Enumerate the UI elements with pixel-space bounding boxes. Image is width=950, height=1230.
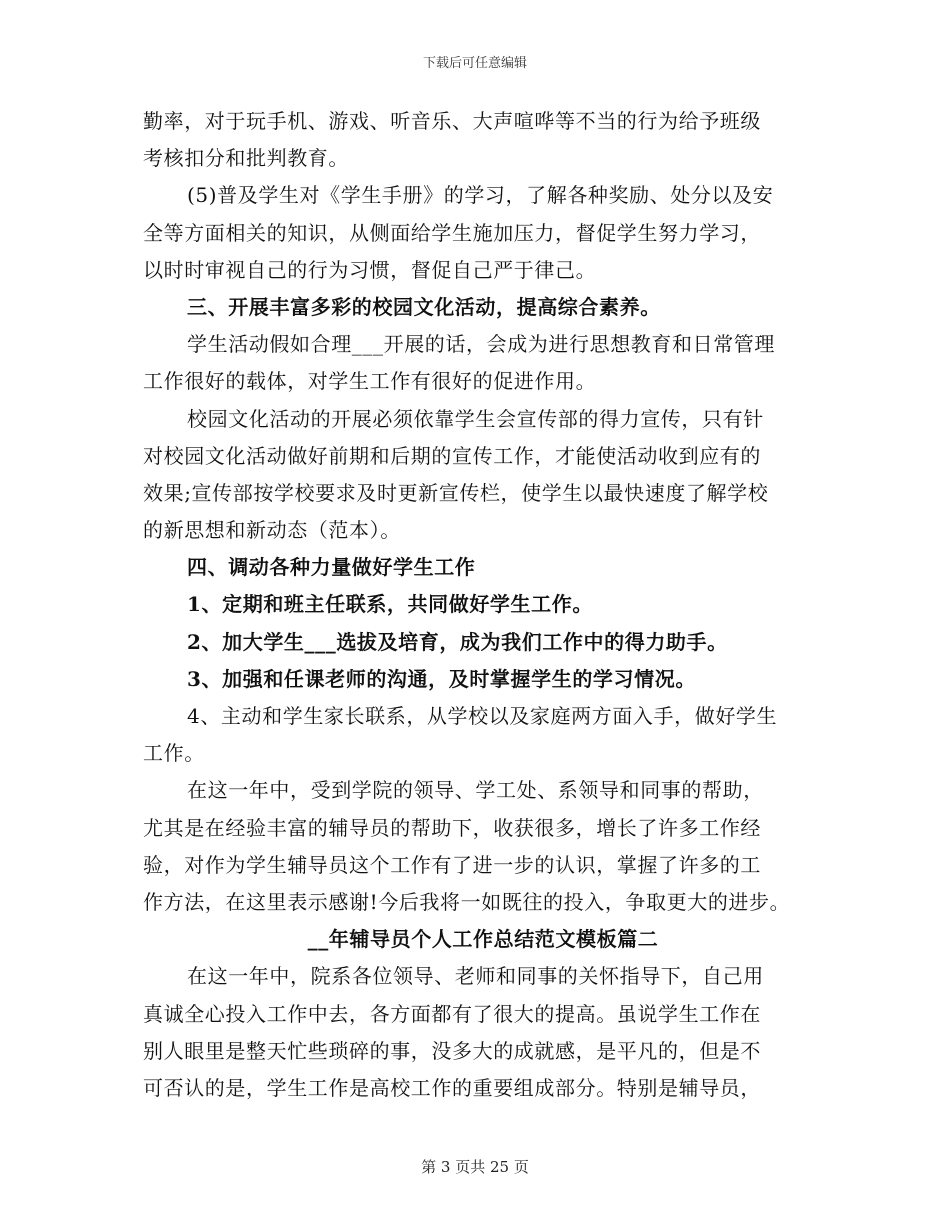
section-heading: 四、调动各种力量做好学生工作 — [187, 555, 476, 580]
page-header: 下载后可任意编辑 — [422, 56, 527, 71]
document-body — [143, 103, 823, 1107]
body-line: 验，对作为学生辅导员这个工作有了进一步的认识，掌握了许多的工 — [143, 852, 761, 877]
section-heading: 三、开展丰富多彩的校园文化活动，提高综合素养。 — [187, 294, 661, 319]
body-line: 工作很好的载体，对学生工作有很好的促进作用。 — [143, 369, 597, 394]
body-line: 全等方面相关的知识，从侧面给学生施加压力，督促学生努力学习， — [143, 220, 761, 245]
body-line: 效果;宣传部按学校要求及时更新宣传栏，使学生以最快速度了解学校 — [143, 480, 769, 505]
page-number: 第 3 页共 25 页 — [421, 1158, 529, 1176]
body-line: 考核扣分和批判教育。 — [143, 146, 349, 171]
list-item: 1、定期和班主任联系，共同做好学生工作。 — [187, 592, 593, 617]
body-line: 在这一年中，受到学院的领导、学工处、系领导和同事的帮助， — [187, 778, 764, 803]
list-item: 2、加大学生___选拔及培育，成为我们工作中的得力助手。 — [187, 629, 728, 654]
body-line: 对校园文化活动做好前期和后期的宣传工作，才能使活动收到应有的 — [143, 443, 761, 468]
body-line: 校园文化活动的开展必须依靠学生会宣传部的得力宣传，只有针 — [187, 406, 764, 431]
body-line: 工作。 — [143, 741, 205, 766]
body-line: 尤其是在经验丰富的辅导员的帮助下，收获很多，增长了许多工作经 — [143, 815, 761, 840]
body-line: 真诚全心投入工作中去，各方面都有了很大的提高。虽说学生工作在 — [143, 1001, 761, 1026]
list-item: 3、加强和任课老师的沟通，及时掌握学生的学习情况。 — [187, 666, 696, 691]
body-line: (5)普及学生对《学生手册》的学习，了解各种奖励、处分以及安 — [187, 183, 774, 208]
body-line: 在这一年中，院系各位领导、老师和同事的关怀指导下，自己用 — [187, 964, 764, 989]
body-line: 勤率，对于玩手机、游戏、听音乐、大声喧哗等不当的行为给予班级 — [143, 109, 761, 133]
body-line: 可否认的是，学生工作是高校工作的重要组成部分。特别是辅导员， — [143, 1075, 761, 1100]
body-line: 以时时审视自己的行为习惯，督促自己严于律己。 — [143, 257, 597, 282]
body-line: 别人眼里是整天忙些琐碎的事，没多大的成就感，是平凡的，但是不 — [143, 1038, 761, 1063]
body-line: 作方法，在这里表示感谢!今后我将一如既往的投入，争取更大的进步。 — [143, 889, 791, 914]
list-item: 4、主动和学生家长联系，从学校以及家庭两方面入手，做好学生 — [187, 704, 778, 728]
body-line: 的新思想和新动态（范本）。 — [143, 518, 401, 543]
body-line: 学生活动假如合理___开展的话，会成为进行思想教育和日常管理 — [187, 332, 775, 357]
article-title: __年辅导员个人工作总结范文模板篇二 — [307, 927, 659, 952]
